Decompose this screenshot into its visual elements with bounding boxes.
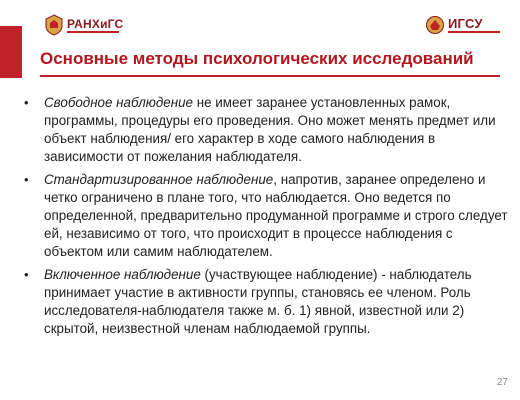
bullet-term: Свободное наблюдение — [44, 95, 193, 110]
bullet-list — [22, 94, 512, 343]
list-item — [22, 171, 512, 261]
bullet-term: Стандартизированное наблюдение — [44, 172, 274, 187]
bullet-icon: • — [24, 267, 29, 282]
title-divider — [40, 75, 500, 77]
slide-title: Основные методы психологических исследований — [40, 49, 474, 68]
igsu-logo — [425, 12, 500, 38]
accent-bar — [0, 26, 22, 78]
ranepa-emblem-icon — [44, 14, 64, 36]
bullet-icon: • — [24, 172, 29, 187]
logo-underline — [448, 31, 500, 33]
logo-underline — [67, 31, 119, 33]
list-item — [22, 266, 512, 338]
ranepa-logo-text: РАНХиГС — [67, 16, 124, 31]
bullet-term: Включенное наблюдение — [44, 267, 201, 282]
bullet-text: (участвующее наблюдение) - наблюдатель принимает участие в активности группы, становясь ее членом. Роль исследователя-наблюдателя также м. б. 1) явной, известной или 2) скрытой, неизвестной членам наблюдаемой группы. — [44, 267, 472, 336]
bullet-text: , напротив, заранее определено и четко ограничено в плане того, что наблюдается. Оно ведется по определенной, предварительно продуманной программе и строго следует ей, независимо от того, что происходит в процессе наблюдения с объектом или самим наблюдателем. — [44, 172, 508, 259]
igsu-logo-text: ИГСУ — [448, 16, 483, 31]
list-item — [22, 94, 512, 166]
igsu-emblem-icon — [425, 14, 445, 36]
ranepa-logo — [44, 12, 123, 38]
page-number: 27 — [496, 377, 508, 388]
bullet-text: не имеет заранее установленных рамок, программы, процедуры его проведения. Оно может менять предмет или объект наблюдения/ его характер в ходе самого наблюдения в зависимости от пожелания наблюдателя. — [44, 95, 496, 164]
bullet-icon: • — [24, 95, 29, 110]
